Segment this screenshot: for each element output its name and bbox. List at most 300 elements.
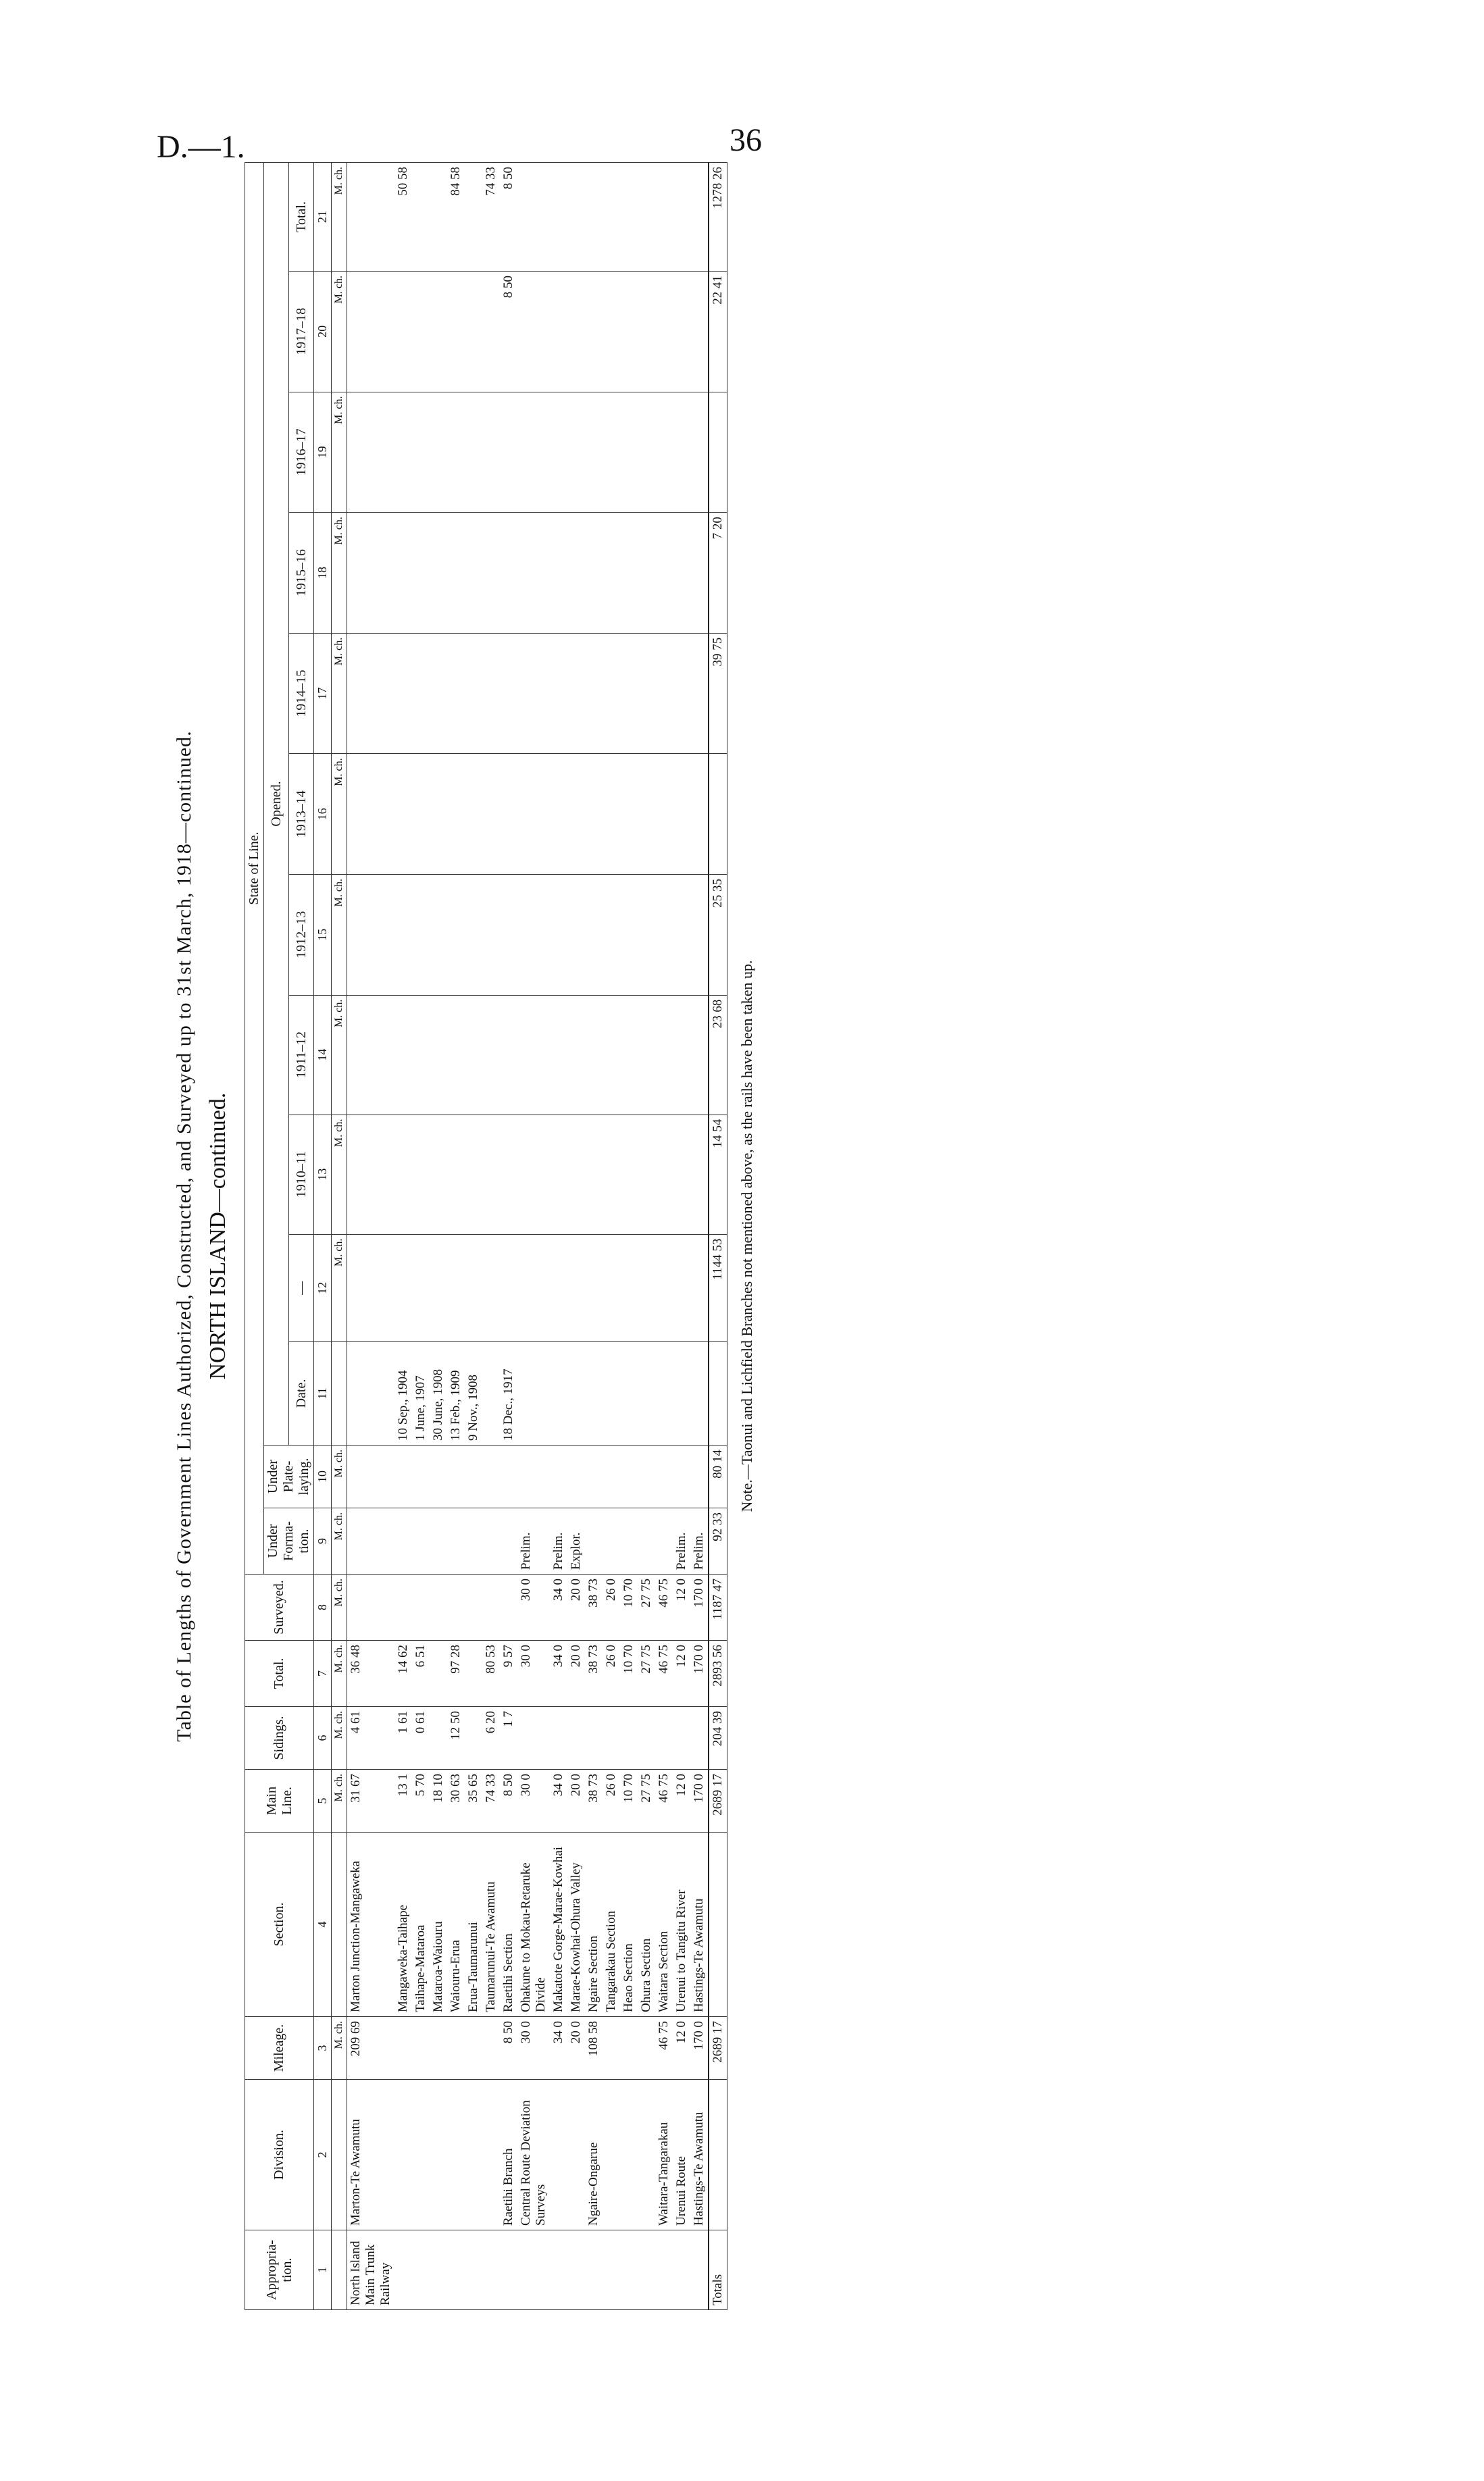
- under-formation-cell: [394, 1508, 412, 1575]
- under-formation-cell: [347, 1508, 395, 1575]
- surveyed-cell: [447, 1575, 465, 1641]
- total-opened-cell: [673, 163, 690, 272]
- column-number: 8: [314, 1575, 332, 1641]
- division-cell: [394, 2080, 412, 2230]
- division-cell: Hastings-Te Awamutu: [690, 2080, 709, 2230]
- opened-dash-cell: [620, 1234, 638, 1341]
- surveyed-cell: 38 73: [585, 1575, 603, 1641]
- header-under-formation: Under Forma-tion.: [264, 1508, 314, 1575]
- opened-dash-cell: [430, 1234, 447, 1341]
- opened-1916-17-cell: [482, 392, 500, 513]
- total-cell: 46 75: [655, 1641, 673, 1707]
- table-subtitle: NORTH ISLAND—continued.: [205, 1092, 230, 1380]
- under-platelaying-cell: [447, 1446, 465, 1508]
- opened-1911-12-cell: [465, 995, 482, 1115]
- totals-date: [709, 1342, 727, 1446]
- opened-1917-18-cell: [655, 271, 673, 392]
- surveyed-cell: [394, 1575, 412, 1641]
- opened-1915-16-cell: [500, 513, 517, 634]
- opened-dash-cell: [690, 1234, 709, 1341]
- opened-dash-cell: [394, 1234, 412, 1341]
- column-number: 9: [314, 1508, 332, 1575]
- header-total-opened: Total.: [289, 163, 314, 272]
- opened-dash-cell: [500, 1234, 517, 1341]
- sidings-cell: 12 50: [447, 1707, 465, 1770]
- opened-1917-18-cell: [430, 271, 447, 392]
- section-cell: Hastings-Te Awamutu: [690, 1833, 709, 2017]
- opened-dash-cell: [603, 1234, 620, 1341]
- opened-dash-cell: [412, 1234, 430, 1341]
- main-line-cell: 46 75: [655, 1770, 673, 1833]
- opened-1914-15-cell: [585, 633, 603, 754]
- opened-1917-18-cell: [690, 271, 709, 392]
- opened-1913-14-cell: [655, 754, 673, 875]
- opened-dash-cell: [465, 1234, 482, 1341]
- header-year: 1917–18: [289, 271, 314, 392]
- document-reference: D.—1.: [157, 129, 245, 165]
- opened-1913-14-cell: [673, 754, 690, 875]
- date-opened-cell: [517, 1342, 550, 1446]
- main-line-cell: 30 0: [517, 1770, 550, 1833]
- table-row: [690, 163, 709, 2310]
- opened-dash-cell: [655, 1234, 673, 1341]
- under-platelaying-cell: [620, 1446, 638, 1508]
- sidings-cell: [638, 1707, 655, 1770]
- opened-1910-11-cell: [603, 1115, 620, 1234]
- mileage-cell: [447, 2017, 465, 2080]
- surveyed-cell: [412, 1575, 430, 1641]
- opened-1911-12-cell: [585, 995, 603, 1115]
- opened-1915-16-cell: [655, 513, 673, 634]
- sidings-cell: 0 61: [412, 1707, 430, 1770]
- opened-1914-15-cell: [638, 633, 655, 754]
- total-opened-cell: 84 58: [447, 163, 465, 272]
- opened-1910-11-cell: [482, 1115, 500, 1234]
- opened-1913-14-cell: [500, 754, 517, 875]
- section-cell: Erua-Taumarunui: [465, 1833, 482, 2017]
- opened-1917-18-cell: [673, 271, 690, 392]
- mileage-cell: [412, 2017, 430, 2080]
- table-title: Table of Lengths of Government Lines Authorized, Constructed, and Surveyed up to 31st March, 1918—continued.: [173, 730, 195, 1742]
- totals-under-platelaying: 80 14: [709, 1446, 727, 1508]
- sidings-cell: [430, 1707, 447, 1770]
- division-cell: [465, 2080, 482, 2230]
- opened-1915-16-cell: [517, 513, 550, 634]
- opened-1913-14-cell: [394, 754, 412, 875]
- totals-main-line: 2689 17: [709, 1770, 727, 1833]
- table-row: [655, 163, 673, 2310]
- mileage-cell: [603, 2017, 620, 2080]
- date-opened-cell: [567, 1342, 585, 1446]
- opened-dash-cell: [585, 1234, 603, 1341]
- section-cell: Marae-Kowhai-Ohura Valley: [567, 1833, 585, 2017]
- total-opened-cell: [638, 163, 655, 272]
- total-opened-cell: 74 33: [482, 163, 500, 272]
- surveyed-cell: 34 0: [550, 1575, 567, 1641]
- division-cell: [567, 2080, 585, 2230]
- header-surveyed: Surveyed.: [245, 1575, 314, 1641]
- column-number: 16: [314, 754, 332, 875]
- date-opened-cell: [347, 1342, 395, 1446]
- totals-row: [709, 163, 727, 2310]
- surveyed-cell: 10 70: [620, 1575, 638, 1641]
- opened-1915-16-cell: [550, 513, 567, 634]
- opened-1910-11-cell: [500, 1115, 517, 1234]
- appropriation-cell: [394, 2230, 412, 2310]
- opened-1916-17-cell: [347, 392, 395, 513]
- unit-label: M. ch.: [332, 754, 347, 875]
- under-platelaying-cell: [412, 1446, 430, 1508]
- under-formation-cell: [655, 1508, 673, 1575]
- division-cell: Urenui Route: [673, 2080, 690, 2230]
- total-opened-cell: [585, 163, 603, 272]
- under-formation-cell: [638, 1508, 655, 1575]
- header-year: —: [289, 1234, 314, 1341]
- date-opened-cell: [655, 1342, 673, 1446]
- table-row: [412, 163, 430, 2310]
- section-cell: Ohura Section: [638, 1833, 655, 2017]
- opened-1911-12-cell: [673, 995, 690, 1115]
- sidings-cell: 6 20: [482, 1707, 500, 1770]
- opened-1915-16-cell: [603, 513, 620, 634]
- mileage-cell: 170 0: [690, 2017, 709, 2080]
- opened-dash-cell: [673, 1234, 690, 1341]
- opened-1916-17-cell: [620, 392, 638, 513]
- opened-1911-12-cell: [394, 995, 412, 1115]
- mileage-cell: [620, 2017, 638, 2080]
- main-line-cell: 34 0: [550, 1770, 567, 1833]
- opened-1913-14-cell: [603, 754, 620, 875]
- mileage-cell: [394, 2017, 412, 2080]
- under-platelaying-cell: [638, 1446, 655, 1508]
- appropriation-cell: [567, 2230, 585, 2310]
- opened-1917-18-cell: [517, 271, 550, 392]
- total-cell: 34 0: [550, 1641, 567, 1707]
- opened-1911-12-cell: [603, 995, 620, 1115]
- sidings-cell: 1 7: [500, 1707, 517, 1770]
- table-row: [500, 163, 517, 2310]
- total-cell: 36 48: [347, 1641, 395, 1707]
- header-year: 1912–13: [289, 874, 314, 995]
- opened-1915-16-cell: [585, 513, 603, 634]
- date-opened-cell: [638, 1342, 655, 1446]
- main-line-cell: 31 67: [347, 1770, 395, 1833]
- opened-1911-12-cell: [347, 995, 395, 1115]
- surveyed-cell: 26 0: [603, 1575, 620, 1641]
- table-row: [550, 163, 567, 2310]
- column-number: 12: [314, 1234, 332, 1341]
- opened-1913-14-cell: [482, 754, 500, 875]
- totals-mileage: 2689 17: [709, 2017, 727, 2080]
- opened-1912-13-cell: [394, 874, 412, 995]
- main-line-cell: 26 0: [603, 1770, 620, 1833]
- date-opened-cell: 13 Feb., 1909: [447, 1342, 465, 1446]
- opened-1911-12-cell: [690, 995, 709, 1115]
- table-row: [673, 163, 690, 2310]
- opened-1915-16-cell: [465, 513, 482, 634]
- opened-1913-14-cell: [550, 754, 567, 875]
- unit-label: M. ch.: [332, 1234, 347, 1341]
- date-opened-cell: 1 June, 1907: [412, 1342, 430, 1446]
- division-cell: Marton-Te Awamutu: [347, 2080, 395, 2230]
- opened-1910-11-cell: [585, 1115, 603, 1234]
- opened-1916-17-cell: [673, 392, 690, 513]
- mileage-cell: 46 75: [655, 2017, 673, 2080]
- division-cell: [482, 2080, 500, 2230]
- total-cell: 27 75: [638, 1641, 655, 1707]
- appropriation-cell: [638, 2230, 655, 2310]
- under-platelaying-cell: [482, 1446, 500, 1508]
- table-row: [603, 163, 620, 2310]
- opened-dash-cell: [447, 1234, 465, 1341]
- header-year: 1915–16: [289, 513, 314, 634]
- totals-sidings: 204 39: [709, 1707, 727, 1770]
- under-platelaying-cell: [347, 1446, 395, 1508]
- division-cell: [550, 2080, 567, 2230]
- opened-dash-cell: [638, 1234, 655, 1341]
- totals-total-opened: 1278 26: [709, 163, 727, 272]
- section-cell: Ngaire Section: [585, 1833, 603, 2017]
- opened-1910-11-cell: [638, 1115, 655, 1234]
- appropriation-cell: [447, 2230, 465, 2310]
- column-number: 11: [314, 1342, 332, 1446]
- opened-1917-18-cell: [585, 271, 603, 392]
- opened-1911-12-cell: [638, 995, 655, 1115]
- main-line-cell: 12 0: [673, 1770, 690, 1833]
- opened-1910-11-cell: [394, 1115, 412, 1234]
- opened-dash-cell: [347, 1234, 395, 1341]
- opened-1916-17-cell: [567, 392, 585, 513]
- header-year: 1913–14: [289, 754, 314, 875]
- page-number: 36: [730, 122, 762, 158]
- column-number: 20: [314, 271, 332, 392]
- total-cell: 30 0: [517, 1641, 550, 1707]
- total-opened-cell: [690, 163, 709, 272]
- opened-1912-13-cell: [655, 874, 673, 995]
- main-line-cell: 30 63: [447, 1770, 465, 1833]
- appropriation-cell: [690, 2230, 709, 2310]
- sidings-cell: [585, 1707, 603, 1770]
- header-opened: Opened.: [264, 163, 289, 1446]
- under-formation-cell: [500, 1508, 517, 1575]
- total-cell: 170 0: [690, 1641, 709, 1707]
- opened-1914-15-cell: [550, 633, 567, 754]
- opened-1912-13-cell: [347, 874, 395, 995]
- main-line-cell: 35 65: [465, 1770, 482, 1833]
- column-number: 1: [314, 2230, 332, 2310]
- column-number: 7: [314, 1641, 332, 1707]
- appropriation-cell: [673, 2230, 690, 2310]
- total-cell: 20 0: [567, 1641, 585, 1707]
- opened-1912-13-cell: [620, 874, 638, 995]
- totals-label: Totals: [709, 2230, 727, 2310]
- totals-1917-18: 22 41: [709, 271, 727, 392]
- unit-label: M. ch.: [332, 995, 347, 1115]
- header-year: 1914–15: [289, 633, 314, 754]
- opened-1917-18-cell: [465, 271, 482, 392]
- main-line-cell: 18 10: [430, 1770, 447, 1833]
- under-formation-cell: Prelim.: [550, 1508, 567, 1575]
- opened-1916-17-cell: [638, 392, 655, 513]
- opened-1917-18-cell: [412, 271, 430, 392]
- opened-1915-16-cell: [412, 513, 430, 634]
- table-row: [465, 163, 482, 2310]
- opened-1913-14-cell: [638, 754, 655, 875]
- table-row: [517, 163, 550, 2310]
- opened-1917-18-cell: [447, 271, 465, 392]
- opened-1913-14-cell: [447, 754, 465, 875]
- unit-label: M. ch.: [332, 1707, 347, 1770]
- sidings-cell: [603, 1707, 620, 1770]
- appropriation-cell: [620, 2230, 638, 2310]
- totals-surveyed: 1187 47: [709, 1575, 727, 1641]
- column-number: 21: [314, 163, 332, 272]
- opened-1914-15-cell: [412, 633, 430, 754]
- opened-1915-16-cell: [482, 513, 500, 634]
- units-row: [332, 163, 347, 2310]
- total-opened-cell: [655, 163, 673, 272]
- opened-1911-12-cell: [567, 995, 585, 1115]
- opened-1913-14-cell: [465, 754, 482, 875]
- totals-1911-12: 23 68: [709, 995, 727, 1115]
- surveyed-cell: [465, 1575, 482, 1641]
- opened-1913-14-cell: [585, 754, 603, 875]
- table-note: Note.—Taonui and Lichfield Branches not mentioned above, as the rails have been taken up.: [738, 960, 755, 1512]
- header-main-line: Main Line.: [245, 1770, 314, 1833]
- under-formation-cell: [412, 1508, 430, 1575]
- under-platelaying-cell: [550, 1446, 567, 1508]
- opened-1914-15-cell: [500, 633, 517, 754]
- total-cell: 97 28: [447, 1641, 465, 1707]
- opened-dash-cell: [567, 1234, 585, 1341]
- mileage-cell: 34 0: [550, 2017, 567, 2080]
- main-line-cell: 13 1: [394, 1770, 412, 1833]
- opened-1912-13-cell: [430, 874, 447, 995]
- main-line-cell: 20 0: [567, 1770, 585, 1833]
- opened-1916-17-cell: [394, 392, 412, 513]
- mileage-cell: 12 0: [673, 2017, 690, 2080]
- opened-1911-12-cell: [655, 995, 673, 1115]
- opened-1914-15-cell: [347, 633, 395, 754]
- opened-1912-13-cell: [500, 874, 517, 995]
- column-number: 13: [314, 1115, 332, 1234]
- header-division: Division.: [245, 2080, 314, 2230]
- opened-1911-12-cell: [447, 995, 465, 1115]
- appropriation-cell: [482, 2230, 500, 2310]
- appropriation-cell: [550, 2230, 567, 2310]
- appropriation-cell: [430, 2230, 447, 2310]
- header-appropriation: Appropria-tion.: [245, 2230, 314, 2310]
- under-platelaying-cell: [673, 1446, 690, 1508]
- column-number: 5: [314, 1770, 332, 1833]
- opened-1913-14-cell: [412, 754, 430, 875]
- division-cell: [620, 2080, 638, 2230]
- column-number: 10: [314, 1446, 332, 1508]
- opened-1916-17-cell: [465, 392, 482, 513]
- appropriation-cell: [603, 2230, 620, 2310]
- sidings-cell: [620, 1707, 638, 1770]
- appropriation-cell: [655, 2230, 673, 2310]
- section-cell: Mangaweka-Taihape: [394, 1833, 412, 2017]
- sidings-cell: [690, 1707, 709, 1770]
- opened-1916-17-cell: [430, 392, 447, 513]
- under-formation-cell: [447, 1508, 465, 1575]
- sidings-cell: [550, 1707, 567, 1770]
- under-platelaying-cell: [690, 1446, 709, 1508]
- under-platelaying-cell: [585, 1446, 603, 1508]
- column-number: 15: [314, 874, 332, 995]
- opened-1913-14-cell: [347, 754, 395, 875]
- division-cell: Waitara-Tangarakau: [655, 2080, 673, 2230]
- total-opened-cell: 50 58: [394, 163, 412, 272]
- table-row: [638, 163, 655, 2310]
- opened-1910-11-cell: [620, 1115, 638, 1234]
- sidings-cell: [673, 1707, 690, 1770]
- total-opened-cell: [347, 163, 395, 272]
- table-row: [430, 163, 447, 2310]
- opened-1910-11-cell: [347, 1115, 395, 1234]
- totals-1912-13: 25 35: [709, 874, 727, 995]
- under-platelaying-cell: [465, 1446, 482, 1508]
- opened-1914-15-cell: [517, 633, 550, 754]
- opened-1910-11-cell: [430, 1115, 447, 1234]
- opened-1917-18-cell: [550, 271, 567, 392]
- opened-1913-14-cell: [567, 754, 585, 875]
- unit-label: M. ch.: [332, 1446, 347, 1508]
- header-total: Total.: [245, 1641, 314, 1707]
- division-cell: [430, 2080, 447, 2230]
- opened-1912-13-cell: [673, 874, 690, 995]
- table-row: [394, 163, 412, 2310]
- under-platelaying-cell: [394, 1446, 412, 1508]
- opened-1914-15-cell: [620, 633, 638, 754]
- opened-1914-15-cell: [673, 633, 690, 754]
- table-row: [347, 163, 395, 2310]
- sidings-cell: [517, 1707, 550, 1770]
- under-formation-cell: [620, 1508, 638, 1575]
- opened-1917-18-cell: [394, 271, 412, 392]
- opened-1911-12-cell: [620, 995, 638, 1115]
- mileage-cell: 20 0: [567, 2017, 585, 2080]
- opened-1914-15-cell: [567, 633, 585, 754]
- opened-dash-cell: [482, 1234, 500, 1341]
- division-cell: Ngaire-Ongarue: [585, 2080, 603, 2230]
- sidings-cell: 1 61: [394, 1707, 412, 1770]
- surveyed-cell: 12 0: [673, 1575, 690, 1641]
- date-opened-cell: [673, 1342, 690, 1446]
- opened-1916-17-cell: [412, 392, 430, 513]
- surveyed-cell: 46 75: [655, 1575, 673, 1641]
- mileage-cell: 209 69: [347, 2017, 395, 2080]
- column-number: 4: [314, 1833, 332, 2017]
- unit-label: M. ch.: [332, 163, 347, 272]
- division-cell: Raetihi Branch: [500, 2080, 517, 2230]
- total-cell: 26 0: [603, 1641, 620, 1707]
- main-line-cell: 38 73: [585, 1770, 603, 1833]
- sidings-cell: [655, 1707, 673, 1770]
- column-number: 2: [314, 2080, 332, 2230]
- section-cell: Marton Junction-Mangaweka: [347, 1833, 395, 2017]
- opened-1910-11-cell: [673, 1115, 690, 1234]
- opened-1916-17-cell: [500, 392, 517, 513]
- opened-1915-16-cell: [690, 513, 709, 634]
- opened-1912-13-cell: [567, 874, 585, 995]
- opened-1913-14-cell: [430, 754, 447, 875]
- header-sidings: Sidings.: [245, 1707, 314, 1770]
- under-platelaying-cell: [567, 1446, 585, 1508]
- header-year: 1911–12: [289, 995, 314, 1115]
- opened-1916-17-cell: [603, 392, 620, 513]
